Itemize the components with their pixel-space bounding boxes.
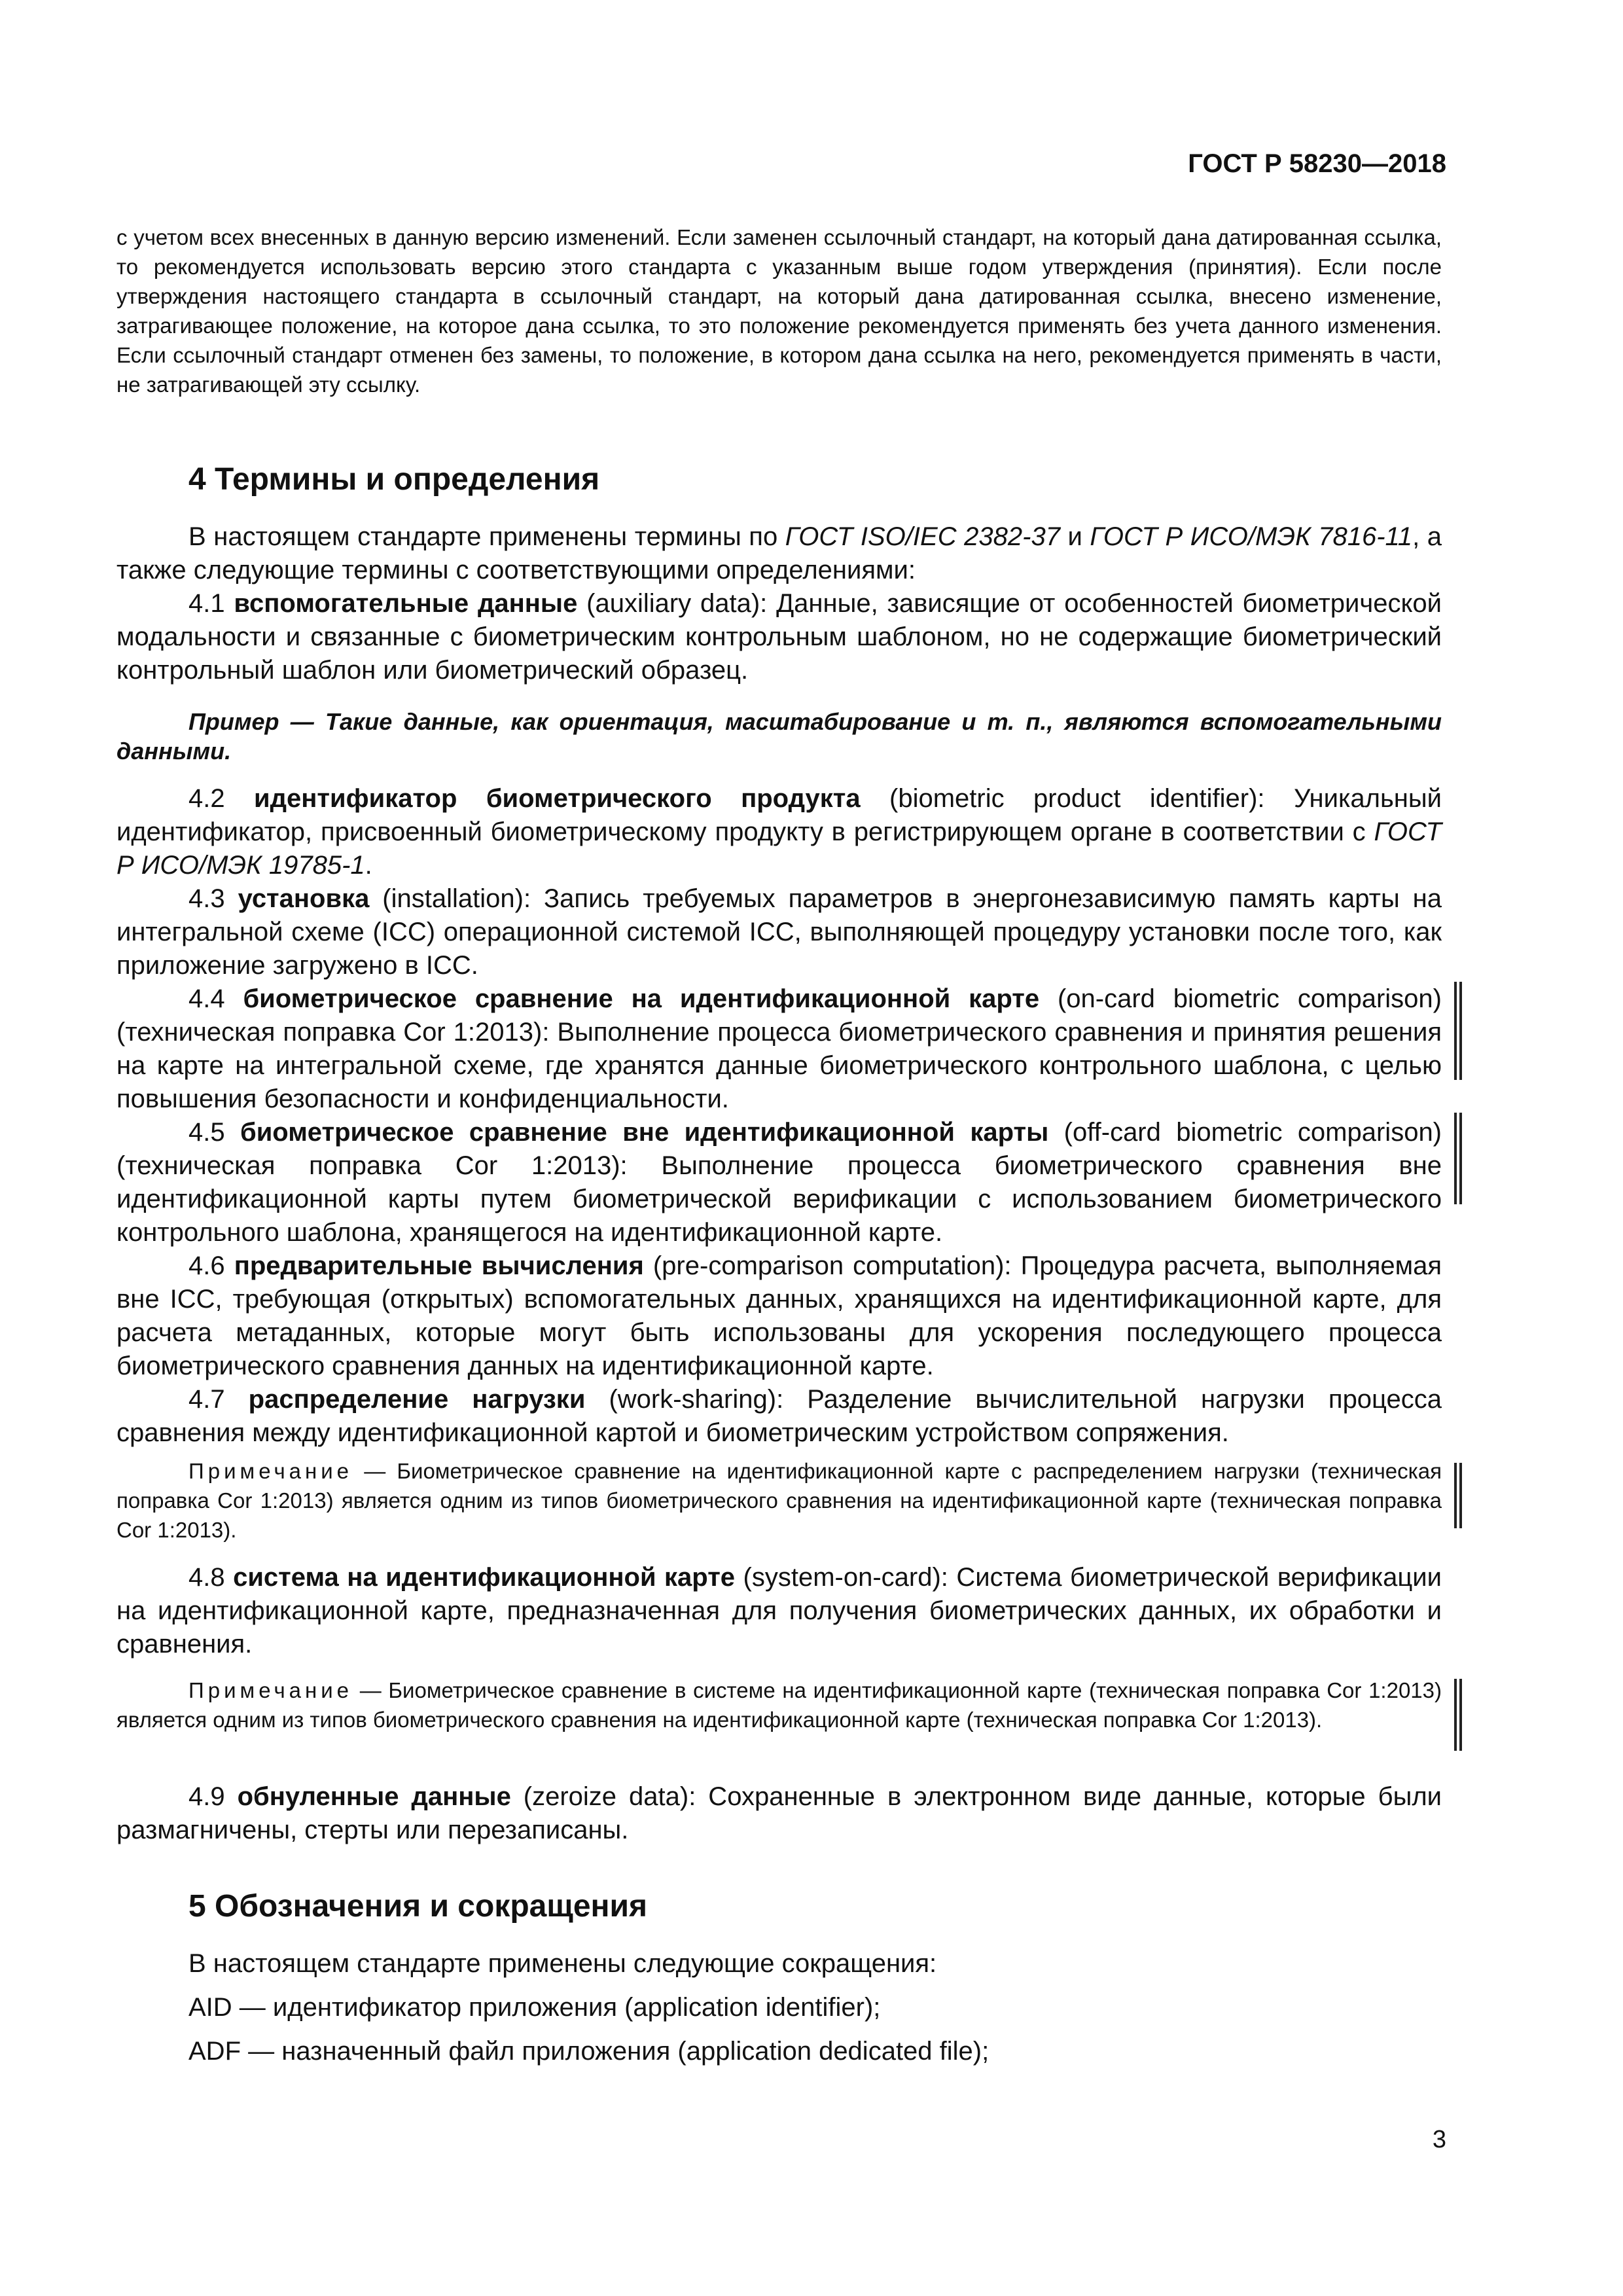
example-text: Пример — Такие данные, как ориентация, масштабирование и т. п., являются вспомогательными данными. xyxy=(116,708,1442,764)
section-5-body xyxy=(116,1947,1442,2068)
change-bar-4-4 xyxy=(1454,982,1462,1080)
term-4-4: 4.4 биометрическое сравнение на идентификационной карте (on-card biometric comparison) (техническая поправка Cor 1:2013): Выполнение процесса биометрического сравнения и принятия решения на карте на интегральной схеме, где хранятся данные биометрического контрольного шаблона, с целью повышения безопасности и конфиденциальности. xyxy=(116,984,1442,1113)
change-bar-note-2 xyxy=(1454,1679,1462,1751)
term-4-2: 4.2 идентификатор биометрического продукта (biometric product identifier): Уникальный идентификатор, присвоенный биометрическому продукту в регистрирующем органе в соответствии с ГОСТ Р ИСО/МЭК 19785-1. xyxy=(116,784,1442,880)
note-label: Примечание xyxy=(188,1678,353,1702)
section-4 xyxy=(116,461,1442,497)
example-block xyxy=(116,707,1442,766)
change-bar-note-1 xyxy=(1454,1463,1462,1528)
term-4-5: 4.5 биометрическое сравнение вне идентификационной карты (off-card biometric comparison) (техническая поправка Cor 1:2013): Выполнение процесса биометрического сравнения вне идентификационной карты путем биометрической верификации с использованием биометрического контрольного шаблона, хранящегося на идентификационной карте. xyxy=(116,1118,1442,1247)
term-4-9: 4.9 обнуленные данные (zeroize data): Сохраненные в электронном виде данные, которые были размагничены, стерты или перезаписаны. xyxy=(116,1782,1442,1844)
abbr-aid: AID — идентификатор приложения (application identifier); xyxy=(188,1993,881,2022)
note-1: Примечание — Биометрическое сравнение на идентификационной карте с распределением нагрузки (техническая поправка Cor 1:2013) является одним из типов биометрического сравнения на идентификационной карте (техническая поправка Cor 1:2013). xyxy=(116,1459,1442,1542)
term-4-6: 4.6 предварительные вычисления (pre-comparison computation): Процедура расчета, выполняемая вне ICC, требующая (открытых) вспомогательных данных, хранящихся на идентификационной карте, для расчета метаданных, которые могут быть использованы для ускорения последующего процесса биометрического сравнения данных на идентификационной карте. xyxy=(116,1251,1442,1380)
terms-4-2-to-4-7 xyxy=(116,782,1442,1450)
section-5-lead: В настоящем стандарте применены следующие сокращения: xyxy=(188,1949,937,1978)
document-code: ГОСТ Р 58230—2018 xyxy=(1188,149,1446,178)
section-4-body xyxy=(116,520,1442,687)
term-4-8-block xyxy=(116,1561,1442,1661)
term-4-1: 4.1 вспомогательные данные (auxiliary data): Данные, зависящие от особенностей биометрической модальности и связанные с биометрическим контрольным шаблоном, но не содержащие биометрический контрольный шаблон или биометрический образец. xyxy=(116,589,1442,685)
ref-gost-19785: ГОСТ Р ИСО/МЭК 19785-1 xyxy=(116,817,1442,880)
term-4-3: 4.3 установка (installation): Запись требуемых параметров в энергонезависимую память карты на интегральной схеме (ICC) операционной системой ICC, выполняющей процедуру установки после того, как приложение загружено в ICC. xyxy=(116,884,1442,980)
section-5-title: 5 Обозначения и сокращения xyxy=(188,1889,648,1924)
intro-text: с учетом всех внесенных в данную версию изменений. Если заменен ссылочный стандарт, на который дана датированная ссылка, то рекомендуется использовать версию этого стандарта с указанным выше годом утверждения (принятия). Если после утверждения настоящего стандарта в ссылочный стандарт, на который дана датированная ссылка, внесено изменение, затрагивающее положение, на которое дана ссылка, то это положение рекомендуется применять без учета данного изменения. Если ссылочный стандарт отменен без замены, то положение, в котором дана ссылка на него, рекомендуется применять в части, не затрагивающей эту ссылку. xyxy=(116,225,1442,397)
intro-paragraph xyxy=(116,223,1442,399)
section-4-lead: В настоящем стандарте применены термины по ГОСТ ISO/IEC 2382-37 и ГОСТ Р ИСО/МЭК 7816-11, а также следующие термины с соответствующими определениями: xyxy=(116,522,1442,584)
note-2: Примечание — Биометрическое сравнение в системе на идентификационной карте (техническая поправка Cor 1:2013) является одним из типов биометрического сравнения на идентификационной карте (техническая поправка Cor 1:2013). xyxy=(116,1678,1442,1732)
term-4-8: 4.8 система на идентификационной карте (system-on-card): Система биометрической верификации на идентификационной карте, предназначенная для получения биометрических данных, их обработки и сравнения. xyxy=(116,1563,1442,1659)
section-5 xyxy=(116,1888,1442,1924)
term-4-7: 4.7 распределение нагрузки (work-sharing): Разделение вычислительной нагрузки процесса сравнения между идентификационной картой и биометрическим устройством сопряжения. xyxy=(116,1385,1442,1447)
note-label: Примечание xyxy=(188,1459,353,1483)
section-4-title: 4 Термины и определения xyxy=(188,462,600,497)
change-bar-4-5 xyxy=(1454,1113,1462,1204)
page-number: 3 xyxy=(1432,2126,1446,2153)
ref-gost-2382: ГОСТ ISO/IEC 2382-37 xyxy=(785,522,1060,551)
abbr-adf: ADF — назначенный файл приложения (application dedicated file); xyxy=(188,2037,990,2066)
ref-gost-7816: ГОСТ Р ИСО/МЭК 7816-11 xyxy=(1090,522,1413,551)
term-4-9-block xyxy=(116,1780,1442,1847)
